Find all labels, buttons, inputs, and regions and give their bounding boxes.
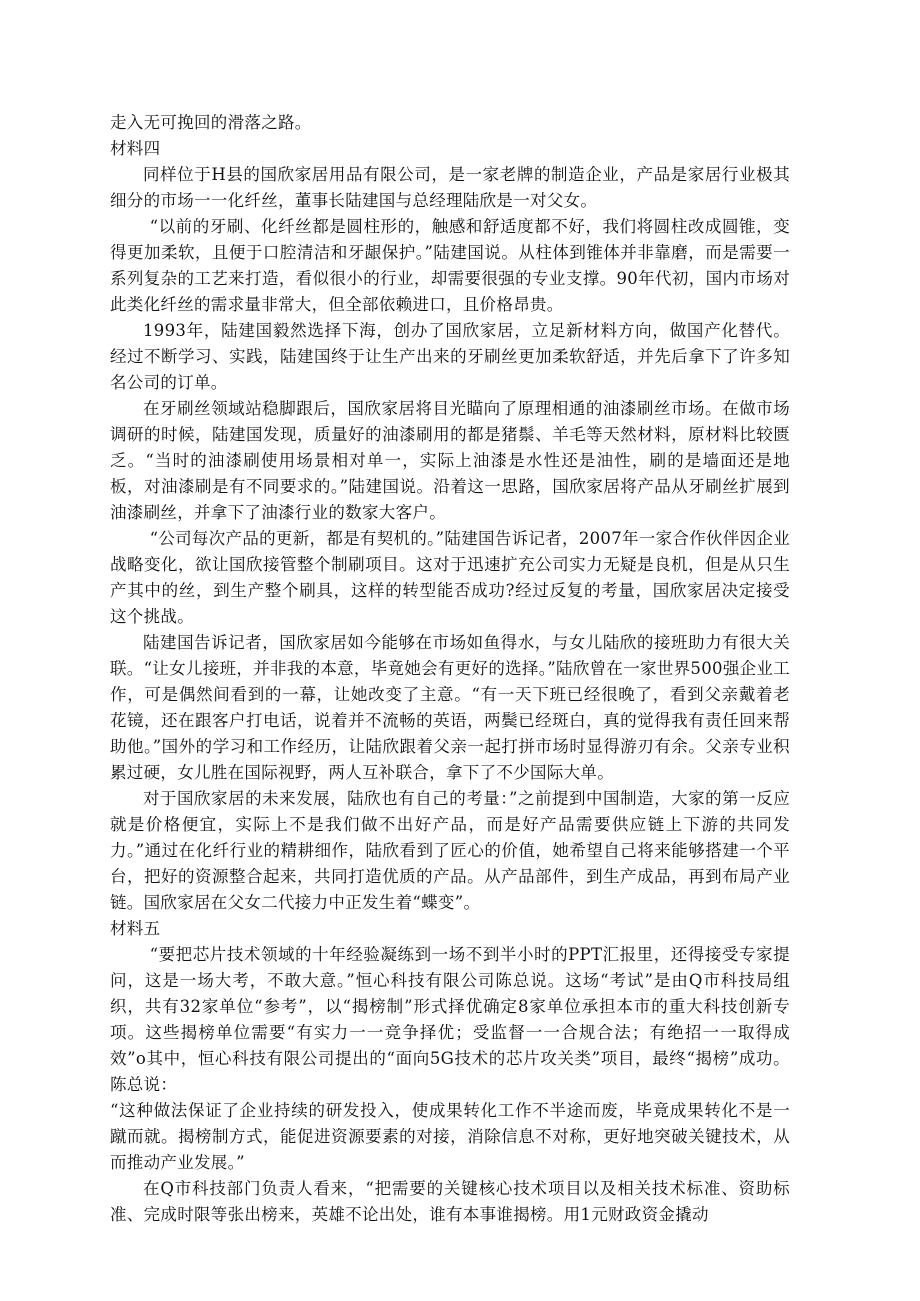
paragraph: 同样位于H县的国欣家居用品有限公司，是一家老牌的制造企业，产品是家居行业极其细分的市场一一化纤丝，董事长陆建国与总经理陆欣是一对父女。 xyxy=(110,165,790,210)
paragraph: 对于国欣家居的未来发展，陆欣也有自己的考量：”之前提到中国制造，大家的第一反应就是价格便宜，实际上不是我们做不出好产品，而是好产品需要供应链上下游的共同发力。”通过在化纤行业的精耕细作，陆欣看到了匠心的价值，她希望自己将来能够搭建一个平台，把好的资源整合起来，共同打造优质的产品。从产品部件，到生产成品，再到布局产业链。国欣家居在父女二代接力中正发生着“蝶变”。 xyxy=(110,789,790,912)
paragraph: “以前的牙刷、化纤丝都是圆柱形的，触感和舒适度都不好，我们将圆柱改成圆锥，变得更加柔软，且便于口腔清洁和牙龈保护。”陆建国说。从柱体到锥体并非靠磨，而是需要一系列复杂的工艺来打造，看似很小的行业，却需要很强的专业支撑。90年代初，国内市场对此类化纤丝的需求量非常大，但全部依赖进口，且价格昂贵。 xyxy=(110,217,790,314)
paragraph: 陆建国告诉记者，国欣家居如今能够在市场如鱼得水，与女儿陆欣的接班助力有很大关联。“让女儿接班，并非我的本意，毕竟她会有更好的选择。”陆欣曾在一家世界500强企业工作，可是偶然间看到的一幕，让她改变了主意。“有一天下班已经很晚了，看到父亲戴着老花镜，还在跟客户打电话，说着并不流畅的英语，两鬓已经斑白，真的觉得我有责任回来帮助他。”国外的学习和工作经历，让陆欣跟着父亲一起打拼市场时显得游刃有余。父亲专业积累过硬，女儿胜在国际视野，两人互补联合，拿下了不少国际大单。 xyxy=(110,633,791,782)
paragraph: 1993年，陆建国毅然选择下海，创办了国欣家居，立足新材料方向，做国产化替代。经过不断学习、实践，陆建国终于让生产出来的牙刷丝更加柔软舒适，并先后拿下了许多知名公司的订单。 xyxy=(110,321,790,392)
quote-paragraph: “这种做法保证了企业持续的研发投入，使成果转化工作不半途而废，毕竟成果转化不是一蹴而就。揭榜制方式，能促进资源要素的对接，消除信息不对称，更好地突破关键技术，从而推动产业发展。” xyxy=(110,1101,790,1172)
paragraph: 在Q市科技部门负责人看来，“把需要的关键核心技术项目以及相关技术标准、资助标准、完成时限等张出榜来，英雄不论出处，谁有本事谁揭榜。用1元财政资金撬动 xyxy=(110,1179,790,1224)
paragraph: 在牙刷丝领域站稳脚跟后，国欣家居将目光瞄向了原理相通的油漆刷丝市场。在做市场调研的时候，陆建国发现，质量好的油漆刷用的都是猪鬃、羊毛等天然材料，原材料比较匮乏。“当时的油漆刷使用场景相对单一，实际上油漆是水性还是油性，刷的是墙面还是地板，对油漆刷是有不同要求的。”陆建国说。沿着这一思路，国欣家居将产品从牙刷丝扩展到油漆刷丝，并拿下了油漆行业的数家大客户。 xyxy=(110,399,790,522)
document-body xyxy=(110,110,790,1228)
paragraph-continuation: 走入无可挽回的滑落之路。 xyxy=(110,113,312,132)
section-heading-material-4: 材料四 xyxy=(110,139,161,158)
section-heading-material-5: 材料五 xyxy=(110,919,161,938)
paragraph: “公司每次产品的更新，都是有契机的。”陆建国告诉记者，2007年一家合作伙伴因企业战略变化，欲让国欣接管整个制刷项目。这对于迅速扩充公司实力无疑是良机，但是从只生产其中的丝，到生产整个刷具，这样的转型能否成功?经过反复的考量，国欣家居决定接受这个挑战。 xyxy=(110,529,791,626)
paragraph: “要把芯片技术领域的十年经验凝练到一场不到半小时的PPT汇报里，还得接受专家提问，这是一场大考，不敢大意。”恒心科技有限公司陈总说。这场“考试”是由Q市科技局组织，共有32家单位“参考”，以“揭榜制”形式择优确定8家单位承担本市的重大科技创新专项。这些揭榜单位需要“有实力一一竞争择优；受监督一一合规合法；有绝招一一取得成效”o其中，恒心科技有限公司提出的“面向5G技术的芯片攻关类”项目，最终“揭榜”成功。陈总说： xyxy=(110,945,790,1094)
